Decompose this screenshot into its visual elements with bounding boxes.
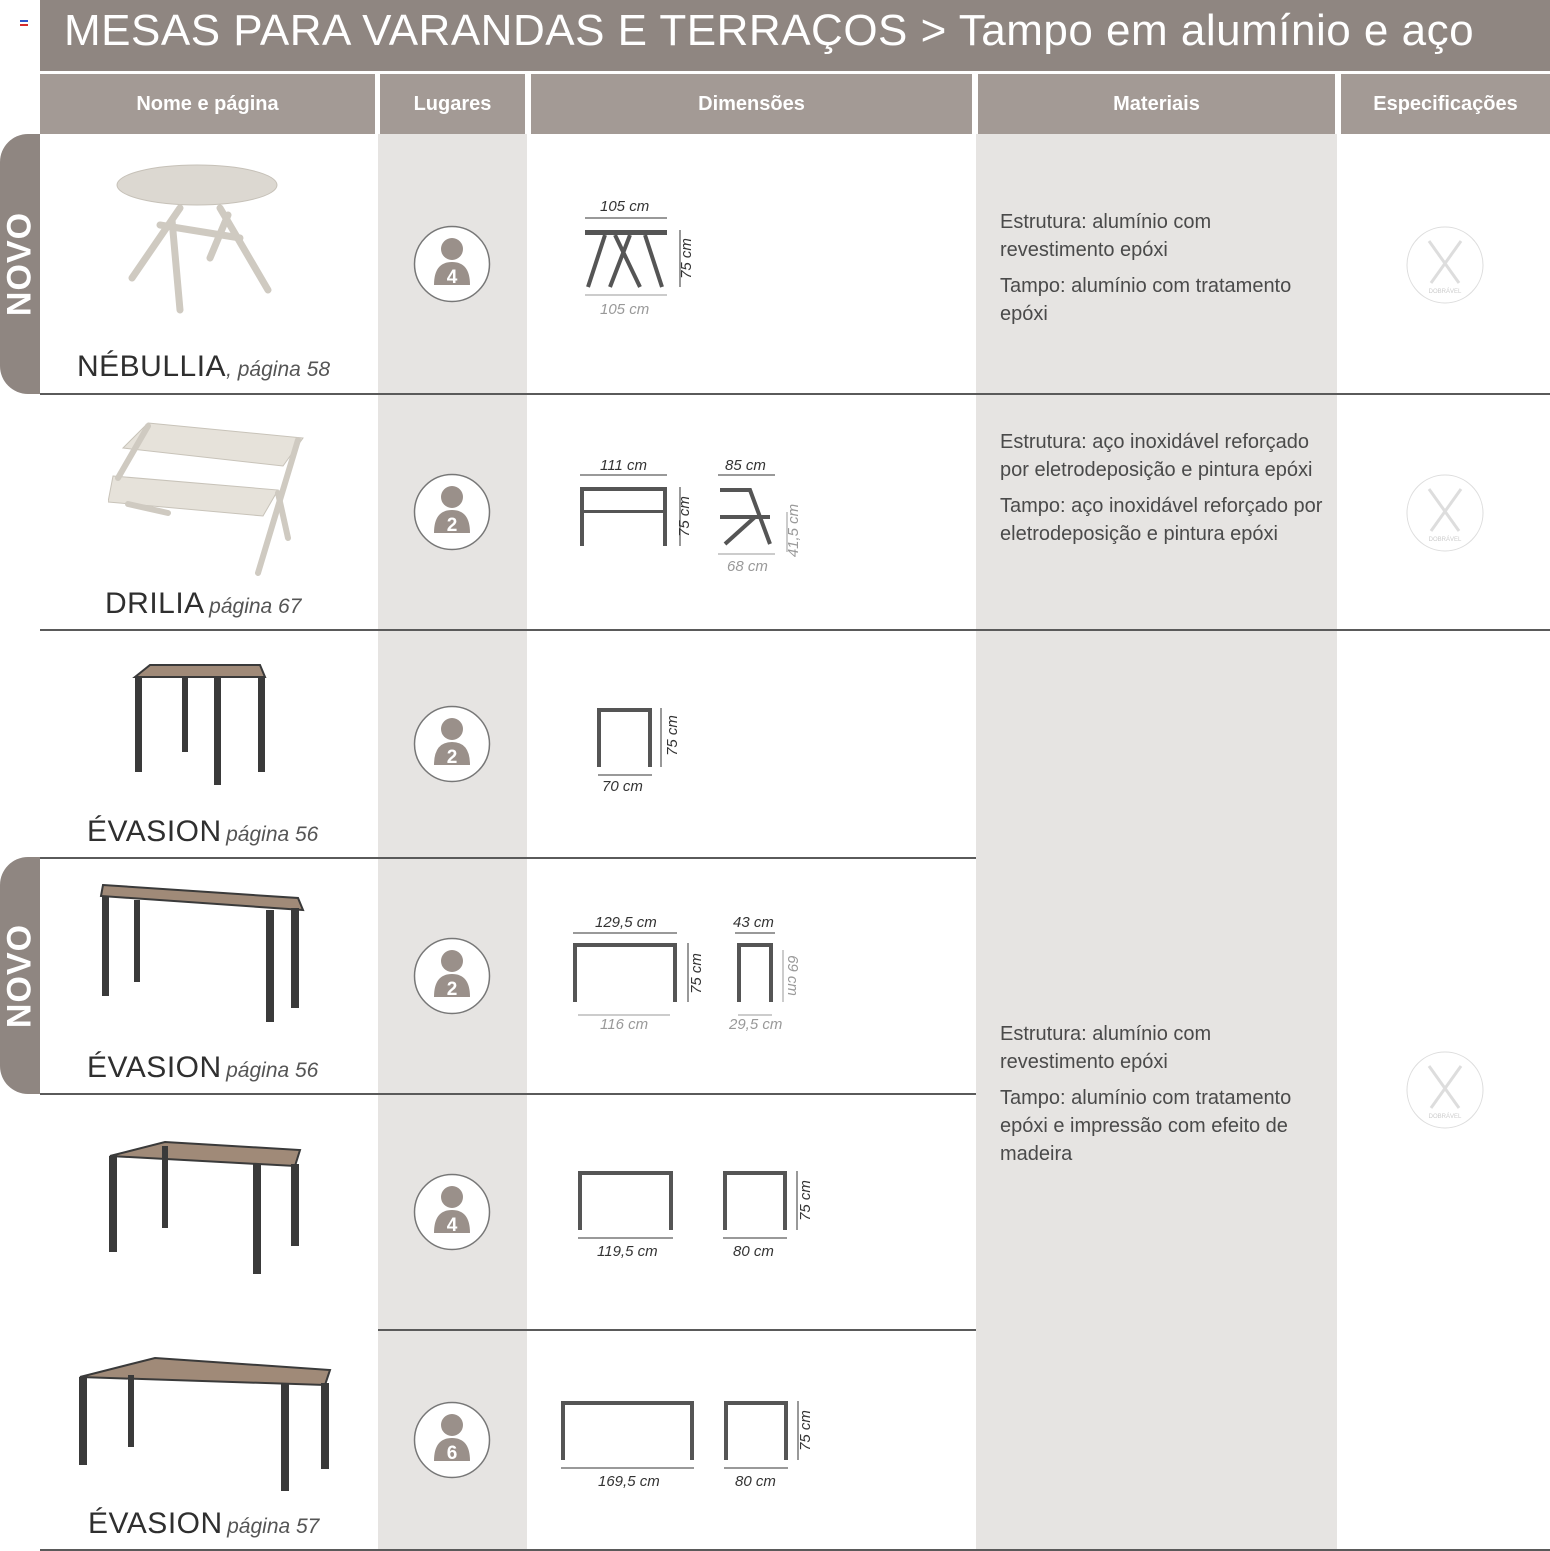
materials-text: Estrutura: alumínio com revestimento epóxi Tampo: alumínio com tratamento epóxi bbox=[1000, 211, 1292, 325]
svg-text:2: 2 bbox=[446, 515, 458, 536]
dim-label: 41,5 cm bbox=[785, 503, 803, 558]
evasion-small-table-image bbox=[130, 655, 270, 790]
dim-label: 119,5 cm bbox=[597, 1243, 658, 1260]
evasion-4-table-image bbox=[105, 1138, 305, 1278]
product-name: DRILIA página 67 bbox=[105, 587, 302, 620]
svg-text:DOBRÁVEL: DOBRÁVEL bbox=[1428, 1114, 1462, 1120]
dim-label: 75 cm bbox=[796, 1180, 814, 1221]
row-divider bbox=[378, 1329, 976, 1331]
row-divider bbox=[40, 857, 976, 859]
nebullia-table-image bbox=[110, 160, 285, 320]
folding-spec-icon bbox=[1405, 473, 1485, 553]
drilia-table-image bbox=[108, 418, 313, 578]
dim-label: 75 cm bbox=[663, 715, 681, 756]
lugares-column-shade bbox=[378, 134, 527, 1551]
product-name: NÉBULLIA, página 58 bbox=[77, 350, 331, 383]
product-name: ÉVASION página 56 bbox=[87, 815, 319, 848]
flag-icon bbox=[20, 20, 28, 26]
seats-icon bbox=[413, 225, 491, 303]
seats-icon bbox=[413, 937, 491, 1015]
folding-spec-icon bbox=[1405, 1050, 1485, 1130]
dim-label: 70 cm bbox=[602, 778, 643, 795]
svg-text:DOBRÁVEL: DOBRÁVEL bbox=[1428, 537, 1462, 543]
dim-label: 29,5 cm bbox=[729, 1016, 783, 1033]
materials-text: Estrutura: alumínio com revestimento epóxi Tampo: alumínio com tratamento epóxi e impressão com efeito de madeira bbox=[1000, 1023, 1292, 1165]
dim-label: 43 cm bbox=[733, 914, 774, 931]
row-divider bbox=[40, 1549, 1550, 1551]
dim-label: 69 cm bbox=[783, 955, 801, 996]
svg-text:2: 2 bbox=[446, 747, 458, 768]
product-name: ÉVASION página 57 bbox=[88, 1507, 320, 1540]
dim-label: 116 cm bbox=[600, 1016, 649, 1033]
evasion-narrow-table-image bbox=[98, 880, 308, 1030]
seats-icon bbox=[413, 473, 491, 551]
evasion-small-dimension-drawing bbox=[593, 705, 673, 780]
svg-text:4: 4 bbox=[446, 267, 458, 288]
row-divider bbox=[40, 1093, 976, 1095]
svg-text:DOBRÁVEL: DOBRÁVEL bbox=[1428, 289, 1462, 295]
dim-label: 111 cm bbox=[600, 457, 647, 474]
materiais-column-shade bbox=[976, 134, 1337, 1551]
dim-label: 105 cm bbox=[600, 198, 650, 215]
header-materiais: Materiais bbox=[978, 74, 1335, 134]
dim-label: 68 cm bbox=[727, 558, 768, 575]
dim-label: 80 cm bbox=[735, 1473, 776, 1490]
dim-label: 75 cm bbox=[796, 1410, 814, 1451]
dim-label: 75 cm bbox=[677, 238, 695, 279]
evasion-6-table-image bbox=[75, 1355, 335, 1495]
dim-label: 80 cm bbox=[733, 1243, 774, 1260]
product-name: ÉVASION página 56 bbox=[87, 1051, 319, 1084]
drilia-dimension-drawing bbox=[575, 472, 815, 567]
header-lugares: Lugares bbox=[380, 74, 525, 134]
svg-text:4: 4 bbox=[446, 1215, 458, 1236]
seats-icon bbox=[413, 705, 491, 783]
title-bar bbox=[40, 0, 1550, 71]
row-divider bbox=[40, 629, 1550, 631]
seats-icon bbox=[413, 1173, 491, 1251]
evasion-4-dimension-drawing bbox=[575, 1168, 805, 1243]
header-especificacoes: Especificações bbox=[1341, 74, 1550, 134]
dim-label: 85 cm bbox=[725, 457, 766, 474]
svg-text:6: 6 bbox=[446, 1443, 458, 1464]
dim-label: 169,5 cm bbox=[598, 1473, 660, 1490]
materials-text: Estrutura: aço inoxidável reforçado por eletrodeposição e pintura epóxi Tampo: aço inoxidável reforçado por eletrodeposição e pintura epóxi bbox=[1000, 431, 1323, 545]
header-dimensoes: Dimensões bbox=[531, 74, 972, 134]
novo-badge: NOVO bbox=[0, 857, 40, 1094]
svg-text:2: 2 bbox=[446, 979, 458, 1000]
dim-label: 75 cm bbox=[675, 496, 693, 537]
novo-badge: NOVO bbox=[0, 134, 40, 394]
header-nome: Nome e página bbox=[40, 74, 375, 134]
page-title: MESAS PARA VARANDAS E TERRAÇOS > Tampo em alumínio e aço bbox=[64, 6, 1475, 55]
seats-icon bbox=[413, 1401, 491, 1479]
folding-spec-icon bbox=[1405, 225, 1485, 305]
row-divider bbox=[40, 393, 1550, 395]
dim-label: 129,5 cm bbox=[595, 914, 657, 931]
dim-label: 105 cm bbox=[600, 301, 650, 318]
dim-label: 75 cm bbox=[687, 953, 705, 994]
evasion-6-dimension-drawing bbox=[558, 1398, 808, 1473]
